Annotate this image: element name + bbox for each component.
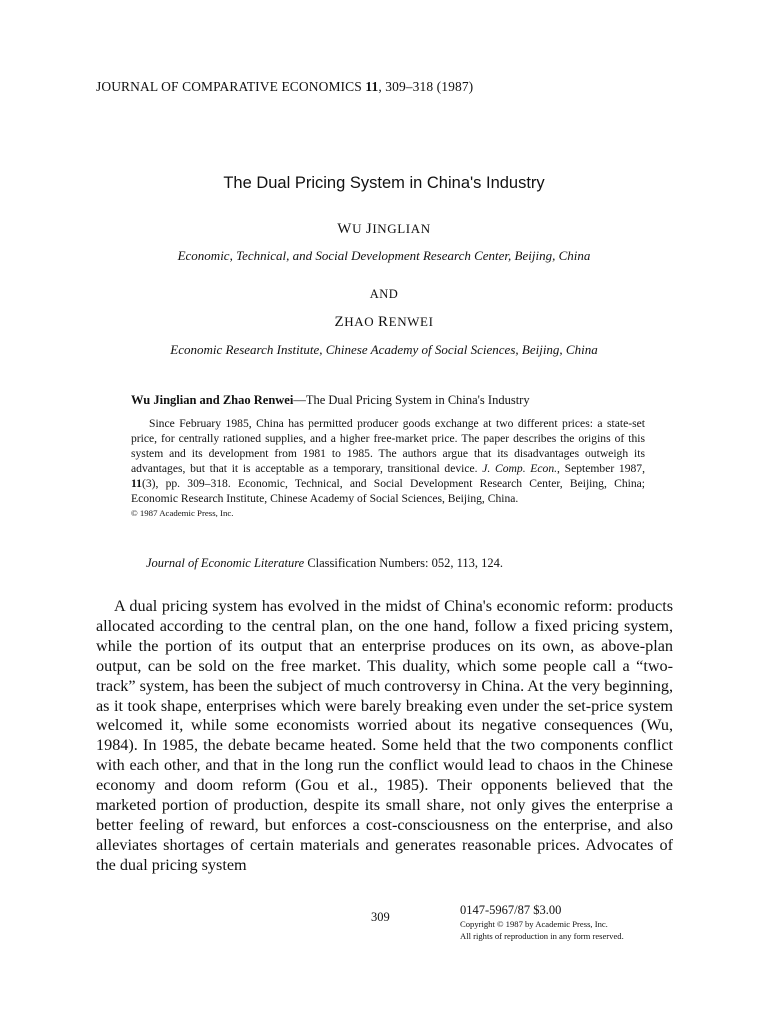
journal-volume: 11 [365,79,379,94]
abstract-heading: Wu Jinglian and Zhao Renwei—The Dual Pricing System in China's Industry [131,393,530,407]
author-affiliation: Economic Research Institute, Chinese Academy of Social Sciences, Beijing, China [170,342,598,357]
body-paragraph: A dual pricing system has evolved in the midst of China's economic reform: products allocated according to the central plan, on the one hand, follow a fixed pricing system, while the portion of its output that an enterprise produces on its own, as above-plan output, can be sold on the free market. This duality, which some people call a “two-track” system, has been the subject of much controversy in China. At the very beginning, as it took shape, enterprises which were barely breaking even under the set-price system welcomed it, while some economists worried about its negative consequences (Wu, 1984). In 1985, the debate became heated. Some held that the two components conflict with each other, and that in the long run the conflict would lead to chaos in the Chinese economy and doom reform (Gou et al., 1985). Their opponents believed that the marketed portion of production, despite its small share, not only gives the enterprise a better feeling of reward, but enforces a cost-consciousness on the enterprise, and also alleviates shortages of certain materials and generates reasonable prices. Advocates of the dual pricing system [96,597,673,874]
abstract-copyright: © 1987 Academic Press, Inc. [131,508,234,518]
citation-volume: 11 [131,477,142,490]
abstract-block [131,392,645,521]
and-separator: AND [369,287,399,301]
page-number: 309 [371,910,390,924]
citation-journal: J. Comp. Econ. [482,462,558,475]
rights-line: All rights of reproduction in any form reserved. [460,931,624,941]
footer-copyright-block [460,903,624,942]
copyright-line: Copyright © 1987 by Academic Press, Inc. [460,919,608,929]
journal-name: JOURNAL OF COMPARATIVE ECONOMICS [96,79,366,94]
author-name: WU JINGLIAN [337,221,431,237]
paper-title: The Dual Pricing System in China's Industry [223,174,545,192]
issn-price: 0147-5967/87 $3.00 [460,903,562,917]
author-name: ZHAO RENWEI [334,314,434,330]
journal-header [96,79,473,95]
journal-pages: , 309–318 (1987) [378,79,474,94]
abstract-text: Since February 1985, China has permitted producer goods exchange at two different prices: a state-set price, for centrally rationed supplies, and a higher free-market price. The paper describes the origins of this system and its development from 1981 to 1985. The authors argue that its disadvantages outweigh its advantages, but that it is acceptable as a temporary, transitional device. J. Comp. Econ., September 1987, 11(3), pp. 309–318. Economic, Technical, and Social Development Research Center, Beijing, China; Economic Research Institute, Chinese Academy of Social Sciences, Beijing, China. © 1987 Academic Press, Inc. [131,416,645,521]
author-affiliation: Economic, Technical, and Social Development Research Center, Beijing, China [177,248,591,263]
jel-classification: Journal of Economic Literature Classification Numbers: 052, 113, 124. [146,556,504,570]
